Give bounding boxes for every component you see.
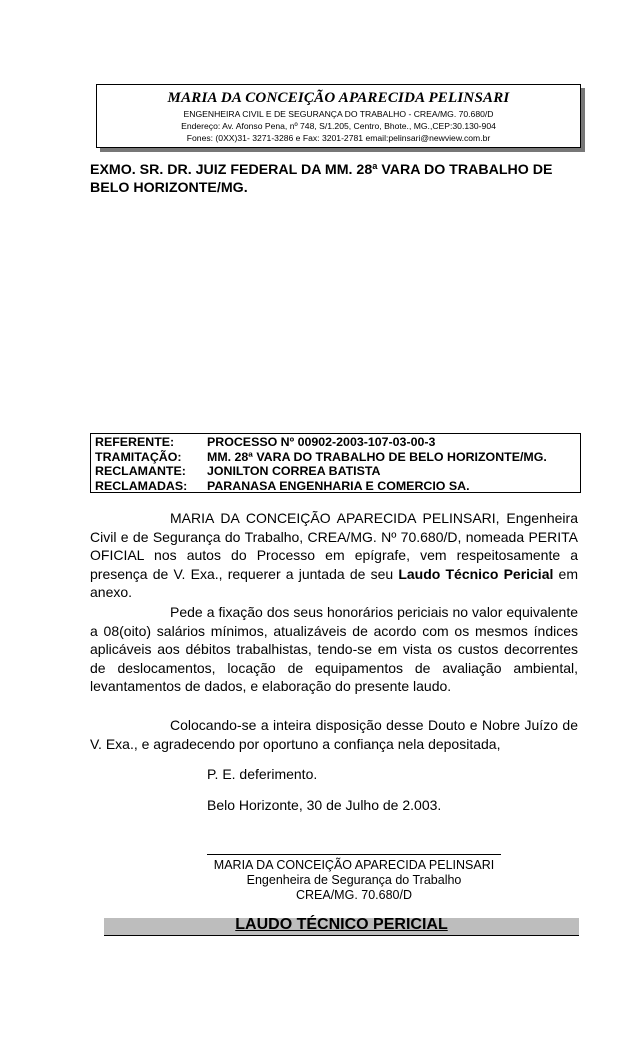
reference-box <box>90 433 581 493</box>
reference-value: PROCESSO Nº 00902-2003-107-03-00-3 <box>207 435 436 449</box>
paragraph-request-end: em anexo. <box>90 565 579 600</box>
addressee-line-1: EXMO. SR. DR. JUIZ FEDERAL DA MM. 28ª VARA DO TRABALHO DE <box>90 162 553 178</box>
reference-value: MM. 28ª VARA DO TRABALHO DE BELO HORIZONTE/MG. <box>207 449 547 464</box>
signature-block <box>207 858 501 903</box>
signature-crea: CREA/MG. 70.680/D <box>295 888 412 902</box>
letterhead-contacts: Fones: (0XX)31- 3271-3286 e Fax: 3201-2781 email:pelinsari@newview.com.br <box>186 133 491 143</box>
signature-name: MARIA DA CONCEIÇÃO APARECIDA PELINSARI <box>213 858 495 872</box>
paragraph-closing: Colocando-se a inteira disposição desse Douto e Nobre Juízo de V. Exa., e agradecendo por oportuno a confiança nela depositada, <box>90 717 578 752</box>
letterhead-name: MARIA DA CONCEIÇÃO APARECIDA PELINSARI <box>167 90 510 106</box>
addressee <box>90 161 582 197</box>
laudo-emphasis: Laudo Técnico Pericial <box>398 565 554 582</box>
signature-line <box>207 854 501 855</box>
reference-row <box>95 435 576 450</box>
place-date: Belo Horizonte, 30 de Julho de 2.003. <box>207 797 442 813</box>
letterhead-profession: ENGENHEIRA CIVIL E DE SEGURANÇA DO TRABALHO - CREA/MG. 70.680/D <box>183 109 494 119</box>
addressee-line-2: BELO HORIZONTE/MG. <box>90 180 248 196</box>
reference-value: PARANASA ENGENHARIA E COMERCIO SA. <box>207 478 470 493</box>
letterhead <box>96 84 581 148</box>
reference-row <box>95 464 576 479</box>
reference-label: REFERENTE: <box>95 435 175 449</box>
paragraph-request-text: MARIA DA CONCEIÇÃO APARECIDA PELINSARI, Engenheira Civil e de Segurança do Trabalho, CREA/MG. Nº 70.680/D, nomeada PERITA OFICIAL nos autos do Processo em epígrafe, vem respeitosamente a presença de V. Exa., requerer a juntada de seu <box>90 510 578 582</box>
paragraph-request <box>90 509 578 602</box>
reference-row <box>95 450 576 465</box>
signature-role: Engenheira de Segurança do Trabalho <box>246 873 462 887</box>
letterhead-address: Endereço: Av. Afonso Pena, nº 748, S/1.205, Centro, Bhote., MG.,CEP:30.130-904 <box>181 121 496 131</box>
section-title: LAUDO TÉCNICO PERICIAL <box>235 916 448 933</box>
reference-row <box>95 479 576 494</box>
paragraph-fees: Pede a fixação dos seus honorários periciais no valor equivalente a 08(oito) salários mínimos, atualizáveis de acordo com os mesmos índices aplicáveis aos débitos trabalhistas, tendo-se em vista os custos decorrentes de deslocamentos, locação de equipamentos de avaliação ambiental, levantamentos de dados, e elaboração do presente laudo. <box>90 604 578 694</box>
reference-value: JONILTON CORREA BATISTA <box>207 464 381 478</box>
section-title-bar <box>104 918 579 936</box>
reference-label: RECLAMADAS: <box>95 478 188 493</box>
deferimento-text: P. E. deferimento. <box>207 766 318 782</box>
reference-label: RECLAMANTE: <box>95 464 186 478</box>
reference-label: TRAMITAÇÃO: <box>95 449 182 464</box>
